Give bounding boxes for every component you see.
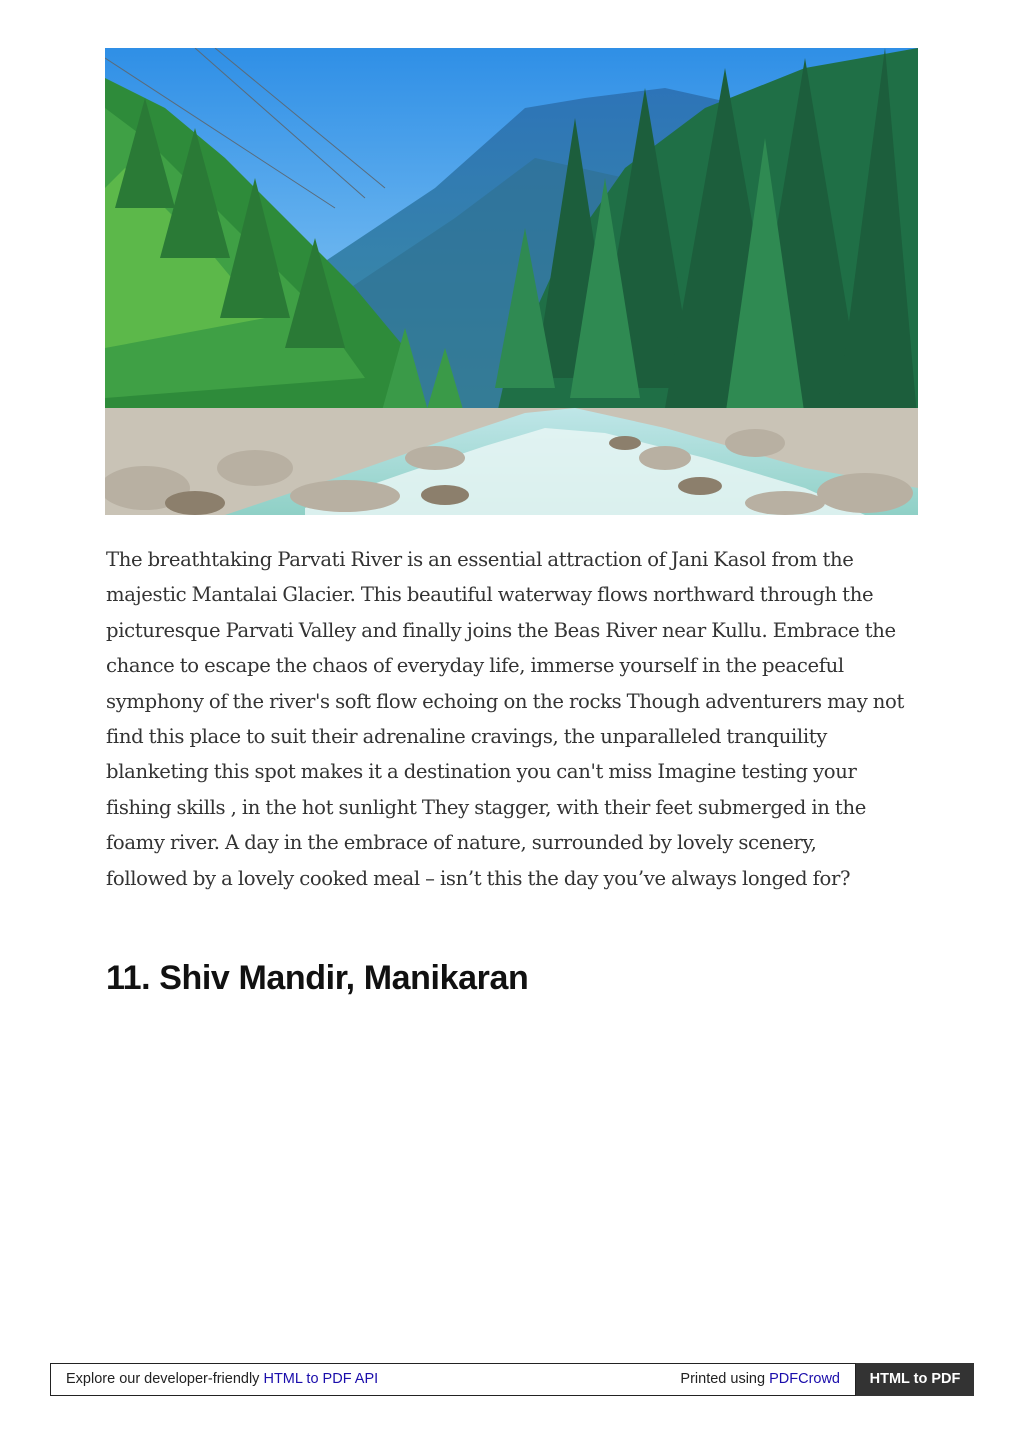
section-heading: 11. Shiv Mandir, Manikaran	[106, 959, 529, 997]
paragraph-line: blanketing this spot makes it a destination you can't miss Imagine testing your	[106, 760, 857, 784]
paragraph-line: fishing skills , in the hot sunlight They stagger, with their feet submerged in the	[106, 795, 866, 819]
paragraph-line: find this place to suit their adrenaline cravings, the unparalleled tranquility	[106, 725, 828, 749]
river-valley-illustration	[105, 48, 918, 515]
footer-printed	[680, 1371, 840, 1387]
footer-explore-text: Explore our developer-friendly	[66, 1371, 264, 1387]
footer-bar	[50, 1363, 856, 1396]
paragraph-line: chance to escape the chaos of everyday life, immerse yourself in the peaceful	[106, 654, 844, 678]
article-paragraph	[106, 542, 921, 896]
footer-explore	[66, 1371, 378, 1387]
paragraph-line: picturesque Parvati Valley and finally joins the Beas River near Kullu. Embrace the	[106, 618, 896, 642]
pdfcrowd-link[interactable]: PDFCrowd	[769, 1371, 840, 1387]
paragraph-line: The breathtaking Parvati River is an essential attraction of Jani Kasol from the	[106, 548, 854, 571]
hero-image	[105, 48, 918, 515]
pdf-footer	[50, 1363, 974, 1396]
paragraph-line: symphony of the river's soft flow echoing on the rocks Though adventurers may not	[106, 689, 905, 713]
html-to-pdf-api-link[interactable]: HTML to PDF API	[263, 1371, 379, 1387]
paragraph-line: majestic Mantalai Glacier. This beautiful waterway flows northward through the	[106, 583, 874, 607]
footer-printed-text: Printed using	[680, 1371, 770, 1387]
paragraph-line: foamy river. A day in the embrace of nature, surrounded by lovely scenery,	[106, 831, 817, 855]
paragraph-line: followed by a lovely cooked meal – isn’t this the day you’ve always longed for?	[106, 866, 851, 890]
html-to-pdf-button[interactable]: HTML to PDF	[856, 1363, 974, 1396]
